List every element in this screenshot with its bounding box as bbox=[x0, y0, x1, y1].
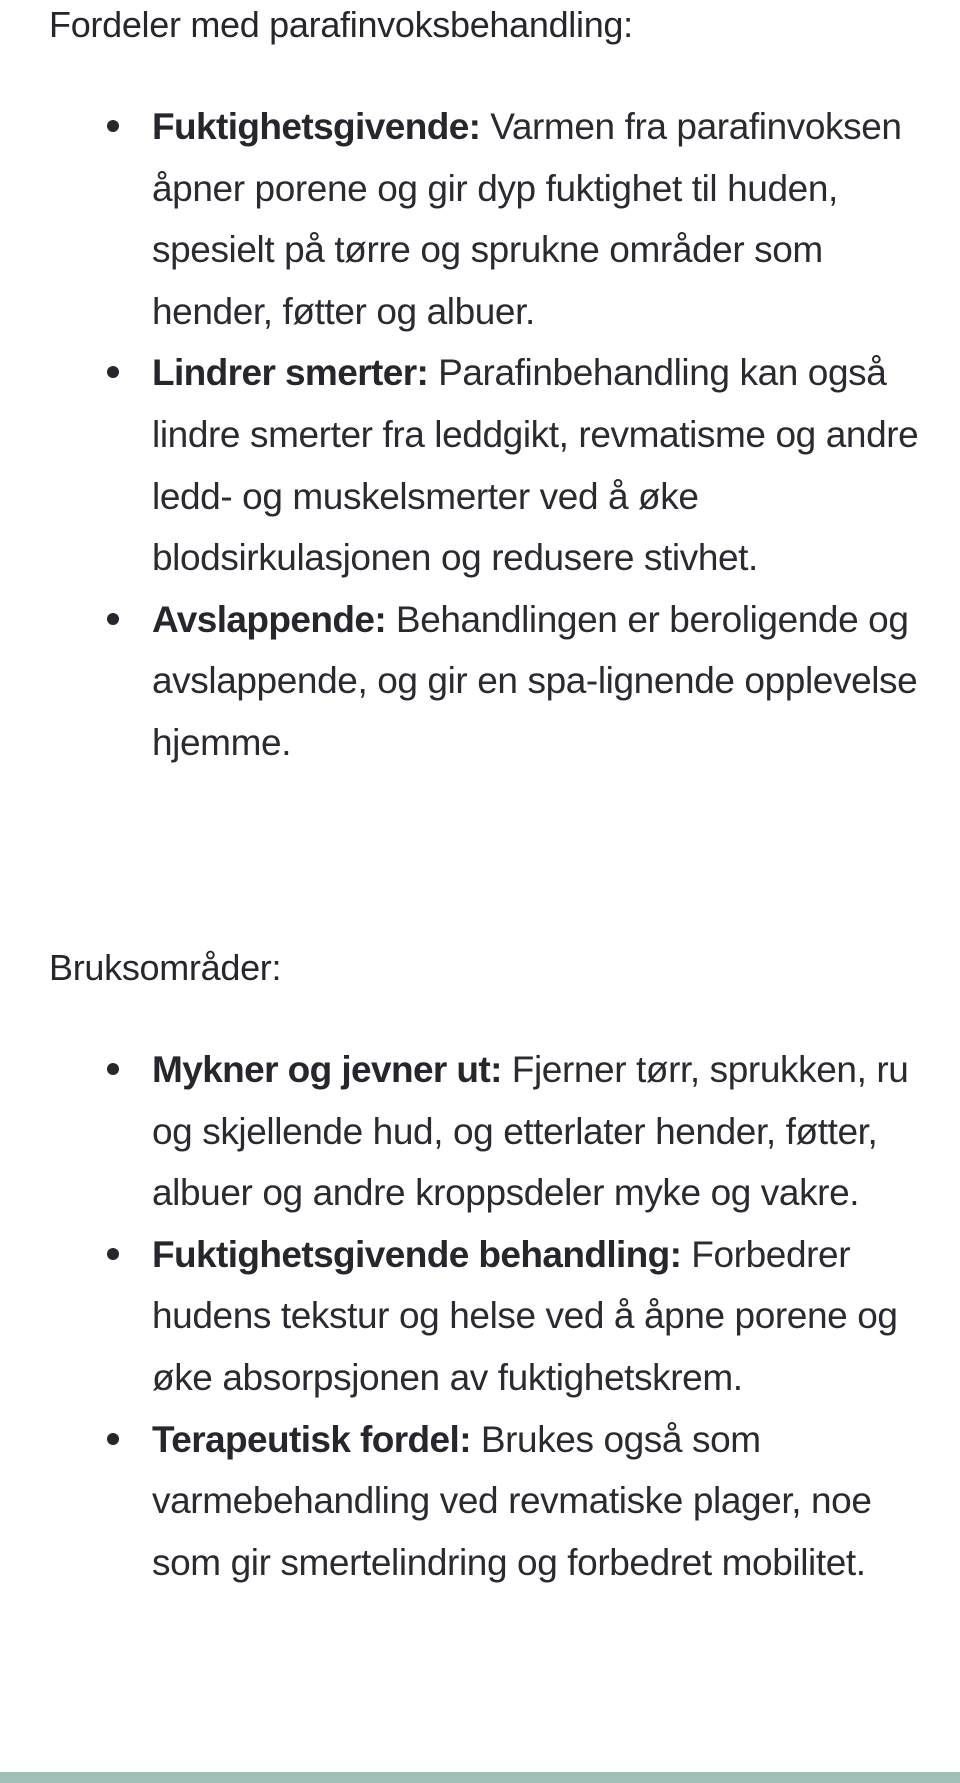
use-cases-list bbox=[0, 1039, 960, 1593]
list-item bbox=[0, 1224, 960, 1409]
item-text: Forbedrer hudens tekstur og helse ved å åpne porene og øke absorpsjonen av fuktighetskrem. bbox=[152, 1233, 898, 1398]
list-item bbox=[0, 342, 960, 588]
bottom-bar bbox=[0, 1772, 960, 1783]
bullet-icon bbox=[107, 613, 119, 625]
bullet-icon bbox=[107, 366, 119, 378]
list-item bbox=[0, 96, 960, 342]
item-term: Avslappende: bbox=[152, 598, 387, 640]
item-text: Behandlingen er beroligende og avslappende, og gir en spa-lignende opplevelse hjemme. bbox=[152, 598, 918, 763]
list-item bbox=[0, 589, 960, 774]
bullet-icon bbox=[107, 1248, 119, 1260]
item-text: Parafinbehandling kan også lindre smerter fra leddgikt, revmatisme og andre ledd- og muskelsmerter ved å øke blodsirkulasjonen og redusere stivhet. bbox=[152, 352, 919, 579]
section-heading-use-cases: Bruksområder: bbox=[49, 947, 282, 988]
bullet-icon bbox=[107, 120, 119, 132]
section-heading-benefits: Fordeler med parafinvoksbehandling: bbox=[49, 4, 633, 45]
item-text: Brukes også som varmebehandling ved revmatiske plager, noe som gir smertelindring og forbedret mobilitet. bbox=[152, 1418, 872, 1583]
item-term: Fuktighetsgivende: bbox=[152, 106, 481, 147]
item-text: Fjerner tørr, sprukken, ru og skjellende hud, og etterlater hender, føtter, albuer og andre kroppsdeler myke og vakre. bbox=[152, 1049, 909, 1214]
item-term: Fuktighetsgivende behandling: bbox=[152, 1233, 682, 1275]
item-term: Mykner og jevner ut: bbox=[152, 1049, 502, 1090]
list-item bbox=[0, 1409, 960, 1594]
list-item bbox=[0, 1039, 960, 1224]
item-text: Varmen fra parafinvoksen åpner porene og gir dyp fuktighet til huden, spesielt på tørre og sprukne områder som hender, føtter og albuer. bbox=[152, 106, 902, 332]
bullet-icon bbox=[107, 1063, 119, 1075]
bullet-icon bbox=[107, 1433, 119, 1445]
benefits-list bbox=[0, 96, 960, 774]
item-term: Lindrer smerter: bbox=[152, 352, 429, 394]
item-term: Terapeutisk fordel: bbox=[152, 1418, 471, 1460]
